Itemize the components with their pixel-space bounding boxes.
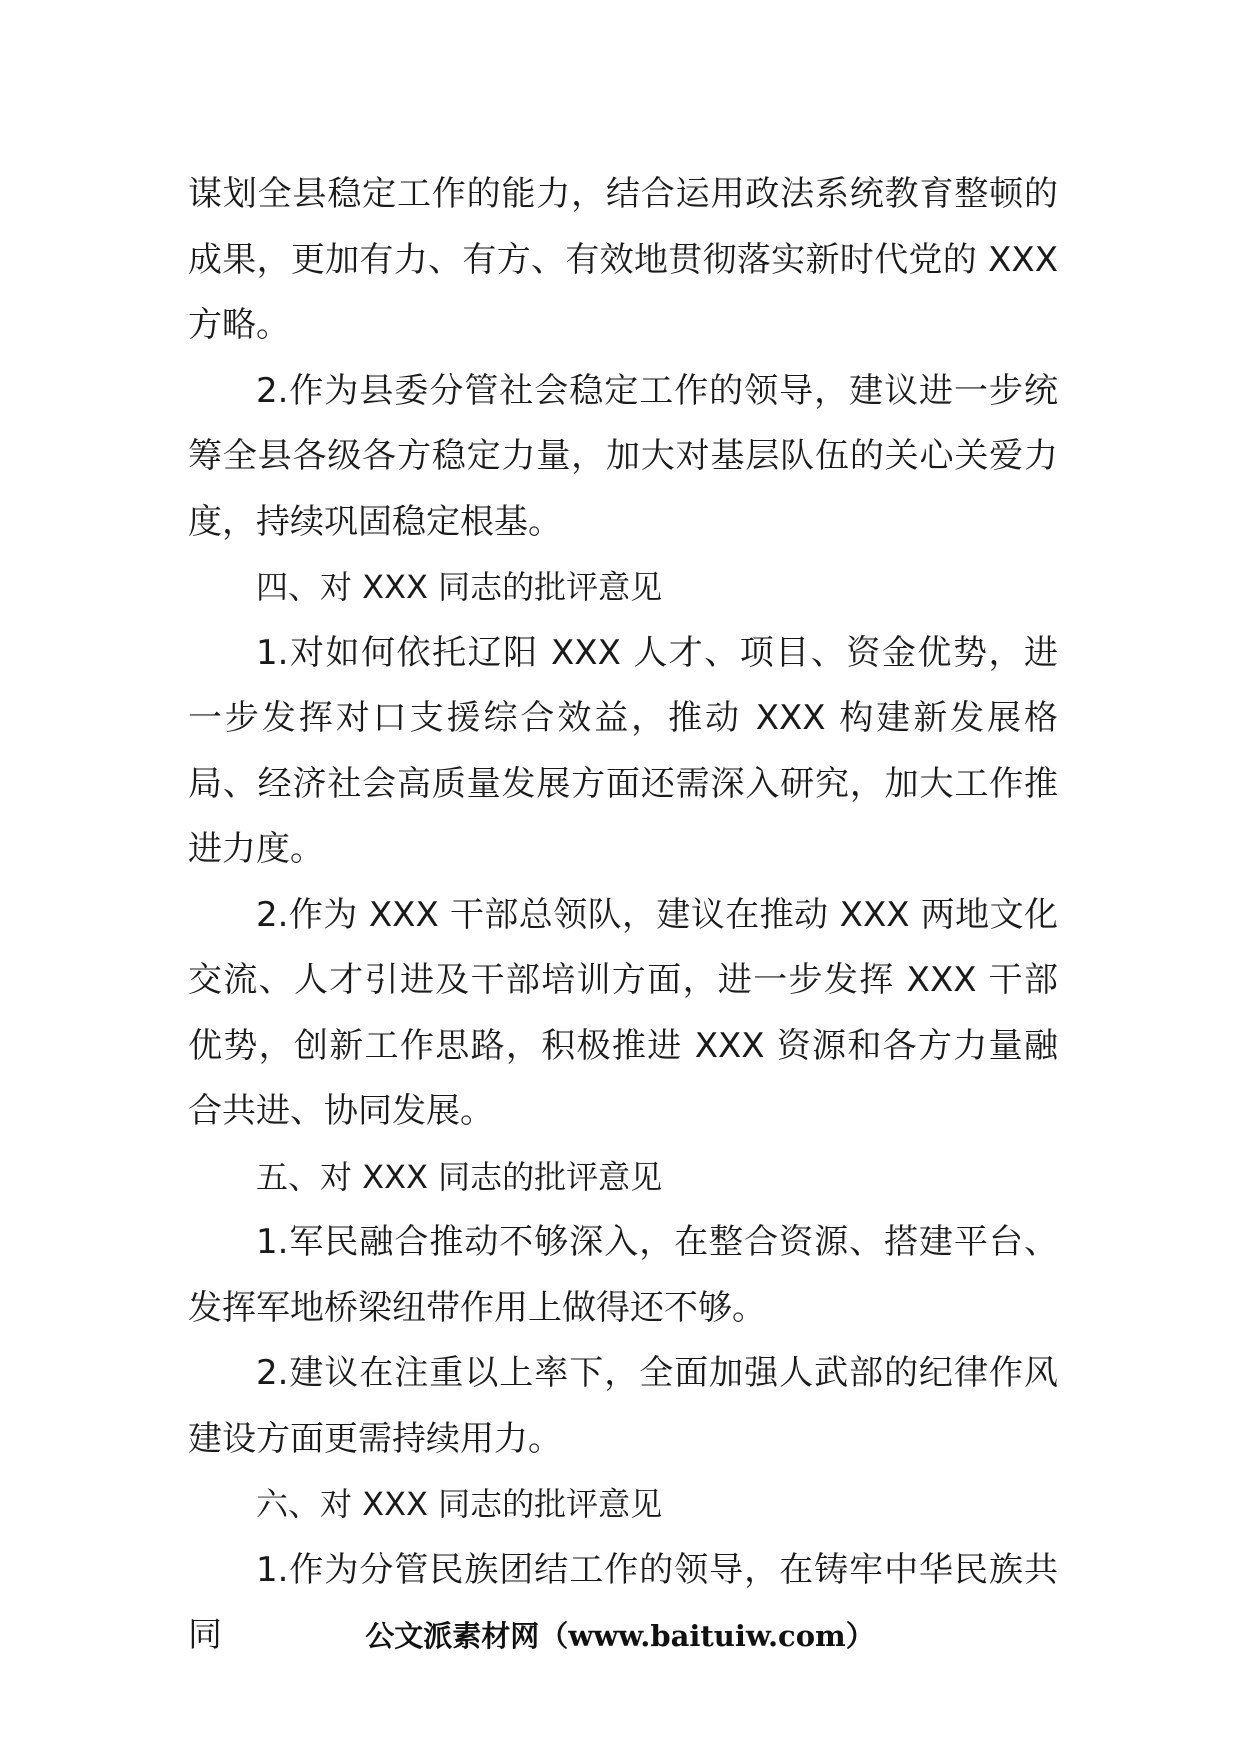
paragraph-item: 2.作为 XXX 干部总领队，建议在推动 XXX 两地文化交流、人才引进及干部培训方面，进一步发挥 XXX 干部优势，创新工作思路，积极推进 XXX 资源和各方力量融合共进、协同发展。 (188, 894, 1058, 1131)
section-heading: 六、对 XXX 同志的批评意见 (256, 1485, 663, 1523)
document-body (188, 162, 1058, 1669)
section-heading: 五、对 XXX 同志的批评意见 (256, 1157, 663, 1196)
footer-watermark: 公文派素材网（www.baituiw.com） (365, 1619, 875, 1653)
paragraph-item: 1.作为分管民族团结工作的领导，在铸牢中华民族共同 (188, 1549, 1058, 1655)
paragraph-item: 2.建议在注重以上率下，全面加强人武部的纪律作风建设方面更需持续用力。 (188, 1353, 1058, 1459)
paragraph-item: 2.作为县委分管社会稳定工作的领导，建议进一步统筹全县各级各方稳定力量，加大对基层队伍的关心关爱力度，持续巩固稳定根基。 (188, 370, 1058, 542)
paragraph-item: 1.对如何依托辽阳 XXX 人才、项目、资金优势，进一步发挥对口支援综合效益，推动 XXX 构建新发展格局、经济社会高质量发展方面还需深入研究，加大工作推进力度。 (188, 632, 1058, 869)
section-heading: 四、对 XXX 同志的批评意见 (256, 568, 663, 606)
paragraph-continuation: 谋划全县稳定工作的能力，结合运用政法系统教育整顿的成果，更加有力、有方、有效地贯彻落实新时代党的 XXX 方略。 (188, 174, 1058, 345)
paragraph-item: 1.军民融合推动不够深入，在整合资源、搭建平台、发挥军地桥梁纽带作用上做得还不够。 (188, 1222, 1058, 1328)
